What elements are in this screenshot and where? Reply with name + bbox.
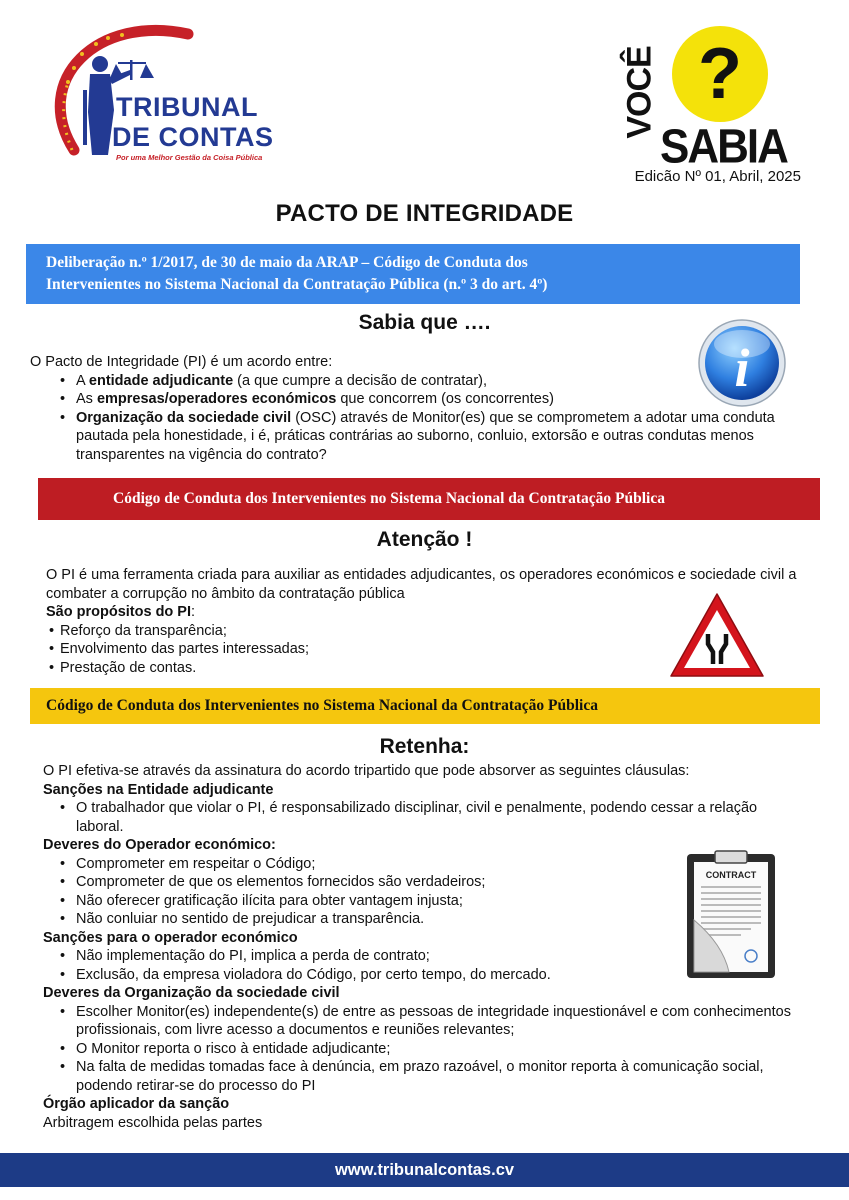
page-title: PACTO DE INTEGRIDADE — [275, 200, 574, 227]
section-heading: Deveres da Organização da sociedade civil — [43, 985, 340, 1001]
list-item: • Escolher Monitor(es) independente(s) de entre as pessoas de integridade inquestionável e com conhecimentos profissionais, com livre acesso a documentos e reuniões relevantes; — [30, 1003, 810, 1040]
list-item: • O trabalhador que violar o PI, é responsabilizado disciplinar, civil e penalmente, podendo cessar a relação laboral. — [30, 799, 765, 836]
logo-title-line1: TRIBUNAL — [116, 92, 258, 122]
contract-clipboard-icon — [685, 850, 777, 980]
sabia-intro: O Pacto de Integridade (PI) é um acordo entre: — [30, 354, 333, 370]
list-item: • Na falta de medidas tomadas face à denúncia, em prazo razoável, o monitor reporta à comunicação social, podendo retirar-se do processo do PI — [30, 1058, 810, 1095]
section-heading: Deveres do Operador económico: — [43, 837, 276, 853]
list-item: • Exclusão, da empresa violadora do Código, por certo tempo, do mercado. — [30, 966, 818, 985]
code-banner-red: Código de Conduta dos Intervenientes no Sistema Nacional da Contratação Pública — [38, 478, 820, 520]
list-item: • Prestação de contas. — [46, 659, 816, 678]
list-item: • Comprometer em respeitar o Código; — [30, 855, 818, 874]
atencao-intro: O PI é uma ferramenta criada para auxiliar as entidades adjudicantes, os operadores económicos e sociedade civil a combater a corrupção no âmbito da contratação pública — [46, 567, 797, 602]
atencao-heading: Atenção ! — [376, 528, 473, 551]
list-item: • Comprometer de que os elementos fornecidos são verdadeiros; — [30, 873, 818, 892]
list-item: • Organização da sociedade civil (OSC) através de Monitor(es) que se comprometem a adotar uma conduta pautada pela honestidade, i é, práticas contrárias ao suborno, conluio, extorsão e outras condutas menos transparentes na vigência do contrato? — [30, 409, 790, 465]
list-item: • O Monitor reporta o risco à entidade adjudicante; — [30, 1040, 810, 1059]
retenha-intro: O PI efetiva-se através da assinatura do acordo tripartido que pode absorver as seguintes cláusulas: — [43, 763, 690, 779]
list-item: • Não oferecer gratificação ilícita para obter vantagem injusta; — [30, 892, 818, 911]
organ-text: Arbitragem escolhida pelas partes — [43, 1114, 263, 1131]
sabia-text: SABIA — [660, 119, 787, 174]
list-item: • Não conluiar no sentido de prejudicar a transparência. — [30, 910, 818, 929]
voce-sabia-badge — [618, 18, 793, 173]
section-heading: Sanções na Entidade adjudicante — [43, 781, 274, 798]
section-heading: Sanções para o operador económico — [43, 929, 298, 946]
svg-text:i: i — [734, 338, 750, 398]
deliberation-line1: Deliberação n.º 1/2017, de 30 de maio da ARAP – Código de Conduta dos — [46, 254, 528, 271]
deliberation-banner — [26, 244, 800, 304]
logo-title-line2: DE CONTAS — [112, 122, 274, 152]
contract-label: CONTRACT — [705, 870, 757, 880]
question-mark-glyph: ? — [698, 34, 742, 114]
sabia-que-content — [30, 353, 810, 464]
purposes-heading: São propósitos do PI: — [46, 604, 196, 620]
edition-label: Edicão Nº 01, Abril, 2025 — [634, 168, 801, 185]
list-item: • As empresas/operadores económicos que concorrem (os concorrentes) — [30, 390, 790, 409]
sabia-que-heading: Sabia que …. — [358, 311, 491, 334]
list-item: • Envolvimento das partes interessadas; — [46, 640, 816, 659]
logo-tagline: Por uma Melhor Gestão da Coisa Pública — [116, 153, 263, 162]
list-item: • Reforço da transparência; — [46, 622, 816, 641]
road-narrows-warning-icon — [668, 590, 766, 680]
organ-heading: Órgão aplicador da sanção — [43, 1096, 230, 1112]
list-item: • A entidade adjudicante (a que cumpre a decisão de contratar), — [30, 372, 790, 391]
deliberation-line2: Intervenientes no Sistema Nacional da Contratação Pública (n.º 3 do art. 4º) — [46, 276, 548, 293]
voce-text: VOCÊ — [620, 46, 659, 139]
tribunal-logo — [38, 20, 308, 170]
list-item: • Não implementação do PI, implica a perda de contrato; — [30, 947, 818, 966]
footer-website[interactable]: www.tribunalcontas.cv — [0, 1153, 849, 1187]
code-banner-yellow: Código de Conduta dos Intervenientes no Sistema Nacional da Contratação Pública — [30, 688, 820, 724]
retenha-heading: Retenha: — [379, 735, 470, 758]
